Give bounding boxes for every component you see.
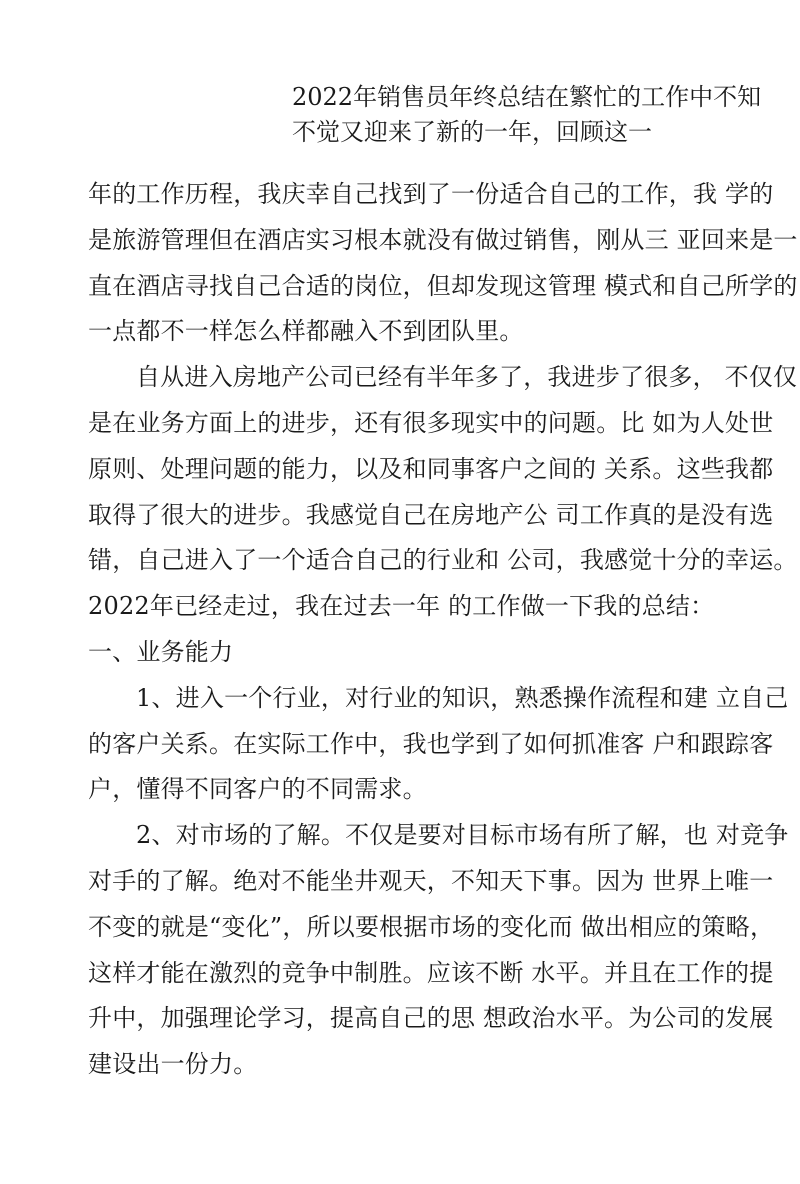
body-line: 取得了很大的进步。我感觉自己在房地产公 司工作真的是没有选 bbox=[88, 500, 774, 529]
body-line: 是旅游管理但在酒店实习根本就没有做过销售，刚从三 亚回来是一 bbox=[88, 225, 798, 254]
paragraph-start-line: 自从进入房地产公司已经有半年多了，我进步了很多， 不仅仅 bbox=[136, 363, 798, 392]
body-line: 错，自己进入了一个适合自己的行业和 公司，我感觉十分的幸运。 bbox=[88, 546, 798, 575]
body-line: 这样才能在激烈的竞争中制胜。应该不断 水平。并且在工作的提 bbox=[88, 958, 774, 987]
body-line: 年的工作历程，我庆幸自己找到了一份适合自己的工作，我 学的 bbox=[88, 180, 774, 208]
body-line: 不变的就是“变化”，所以要根据市场的变化而 做出相应的策略， bbox=[88, 912, 775, 941]
section-heading: 一、业务能力 bbox=[88, 637, 234, 666]
body-line: 一点都不一样怎么样都融入不到团队里。 bbox=[88, 317, 524, 346]
body-line: 对手的了解。绝对不能坐井观天，不知天下事。因为 世界上唯一 bbox=[88, 866, 774, 895]
body-line: 的客户关系。在实际工作中，我也学到了如何抓准客 户和跟踪客 bbox=[88, 729, 774, 758]
paragraph-start-line: 1、进入一个行业，对行业的知识，熟悉操作流程和建 立自己 bbox=[136, 683, 789, 712]
document-title bbox=[292, 80, 762, 150]
title-line-2: 不觉又迎来了新的一年，回顾这一 bbox=[292, 118, 652, 146]
body-line: 升中，加强理论学习，提高自己的思 想政治水平。为公司的发展 bbox=[88, 1004, 774, 1033]
document-body bbox=[88, 172, 798, 1088]
body-line: 直在酒店寻找自己合适的岗位，但却发现这管理 模式和自己所学的 bbox=[88, 271, 798, 300]
body-line: 原则、处理问题的能力，以及和同事客户之间的 关系。这些我都 bbox=[88, 454, 774, 483]
body-line: 2022年已经走过，我在过去一年 的工作做一下我的总结： bbox=[88, 592, 715, 621]
body-line: 是在业务方面上的进步，还有很多现实中的问题。比 如为人处世 bbox=[88, 408, 774, 437]
title-line-1: 2022年销售员年终总结在繁忙的工作中不知 bbox=[292, 83, 762, 111]
body-line: 建设出一份力。 bbox=[88, 1050, 258, 1079]
body-line: 户，懂得不同客户的不同需求。 bbox=[88, 775, 427, 804]
paragraph-start-line: 2、对市场的了解。不仅是要对目标市场有所了解，也 对竞争 bbox=[136, 821, 789, 850]
